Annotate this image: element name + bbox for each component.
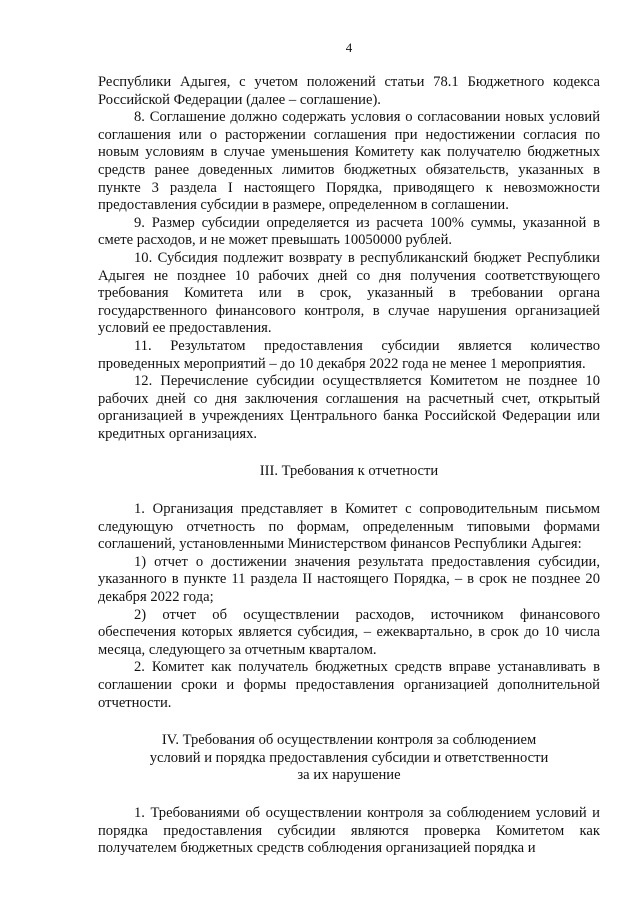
section-4-heading-line-3: за их нарушение xyxy=(297,767,401,784)
page-number: 4 xyxy=(345,40,353,55)
section-3-item-1: 1) отчет о достижении значения результата предоставления субсидии, указанного в пункте 11 раздела II настоящего Порядка, – в срок не позднее 20 декабря 2022 года; xyxy=(98,553,600,606)
section-4-heading xyxy=(98,732,600,785)
paragraph-continuation: Республики Адыгея, с учетом положений статьи 78.1 Бюджетного кодекса Российской Федерации (далее – соглашение). xyxy=(98,74,600,108)
section-4-heading-line-2: условий и порядка предоставления субсидии и ответственности xyxy=(149,749,549,766)
section-3-paragraph-1: 1. Организация представляет в Комитет с сопроводительным письмом следующую отчетность по формам, определенным типовыми формами соглашений, установленными Министерством финансов Республики Адыгея: xyxy=(98,501,600,553)
paragraph-8: 8. Соглашение должно содержать условия о согласовании новых условий соглашения или о расторжении соглашения при недостижении согласия по новым условиям в случае уменьшения Комитету как получателю бюджетных средств ранее доведенных лимитов бюджетных обязательств, указанных в пункте 3 раздела I настоящего Порядка, приводящего к невозможности предоставления субсидии в размере, определенном в соглашении. xyxy=(98,109,600,214)
section-3-paragraph-2: 2. Комитет как получатель бюджетных средств вправе устанавливать в соглашении сроки и формы предоставления организацией дополнительной отчетности. xyxy=(98,659,600,711)
section-4-paragraph-1: 1. Требованиями об осуществлении контроля за соблюдением условий и порядка предоставления субсидии являются проверка Комитетом как получателем бюджетных средств соблюдения организацией порядка и xyxy=(98,804,600,857)
paragraph-9: 9. Размер субсидии определяется из расчета 100% суммы, указанной в смете расходов, и не может превышать 10050000 рублей. xyxy=(98,214,600,249)
paragraph-12: 12. Перечисление субсидии осуществляется Комитетом не позднее 10 рабочих дней со дня заключения соглашения на расчетный счет, открытый организацией в учреждениях Центрального банка Российской Федерации или кредитных организациях. xyxy=(98,373,600,442)
section-3-heading: III. Требования к отчетности xyxy=(259,463,439,480)
section-3-item-2: 2) отчет об осуществлении расходов, источником финансового обеспечения которых является субсидия, – ежеквартально, в срок до 10 числа месяца, следующего за отчетным кварталом. xyxy=(98,606,600,658)
section-4-heading-line-1: IV. Требования об осуществлении контроля за соблюдением xyxy=(161,732,537,749)
paragraph-10: 10. Субсидия подлежит возврату в республиканский бюджет Республики Адыгея не позднее 10 рабочих дней со дня получения соответствующего требования Комитета или в срок, указанный в требовании органа государственного финансового контроля, в случае нарушения организацией условий ее предоставления. xyxy=(98,249,600,337)
paragraph-11: 11. Результатом предоставления субсидии является количество проведенных мероприятий – до 10 декабря 2022 года не менее 1 мероприятия. xyxy=(98,337,600,372)
